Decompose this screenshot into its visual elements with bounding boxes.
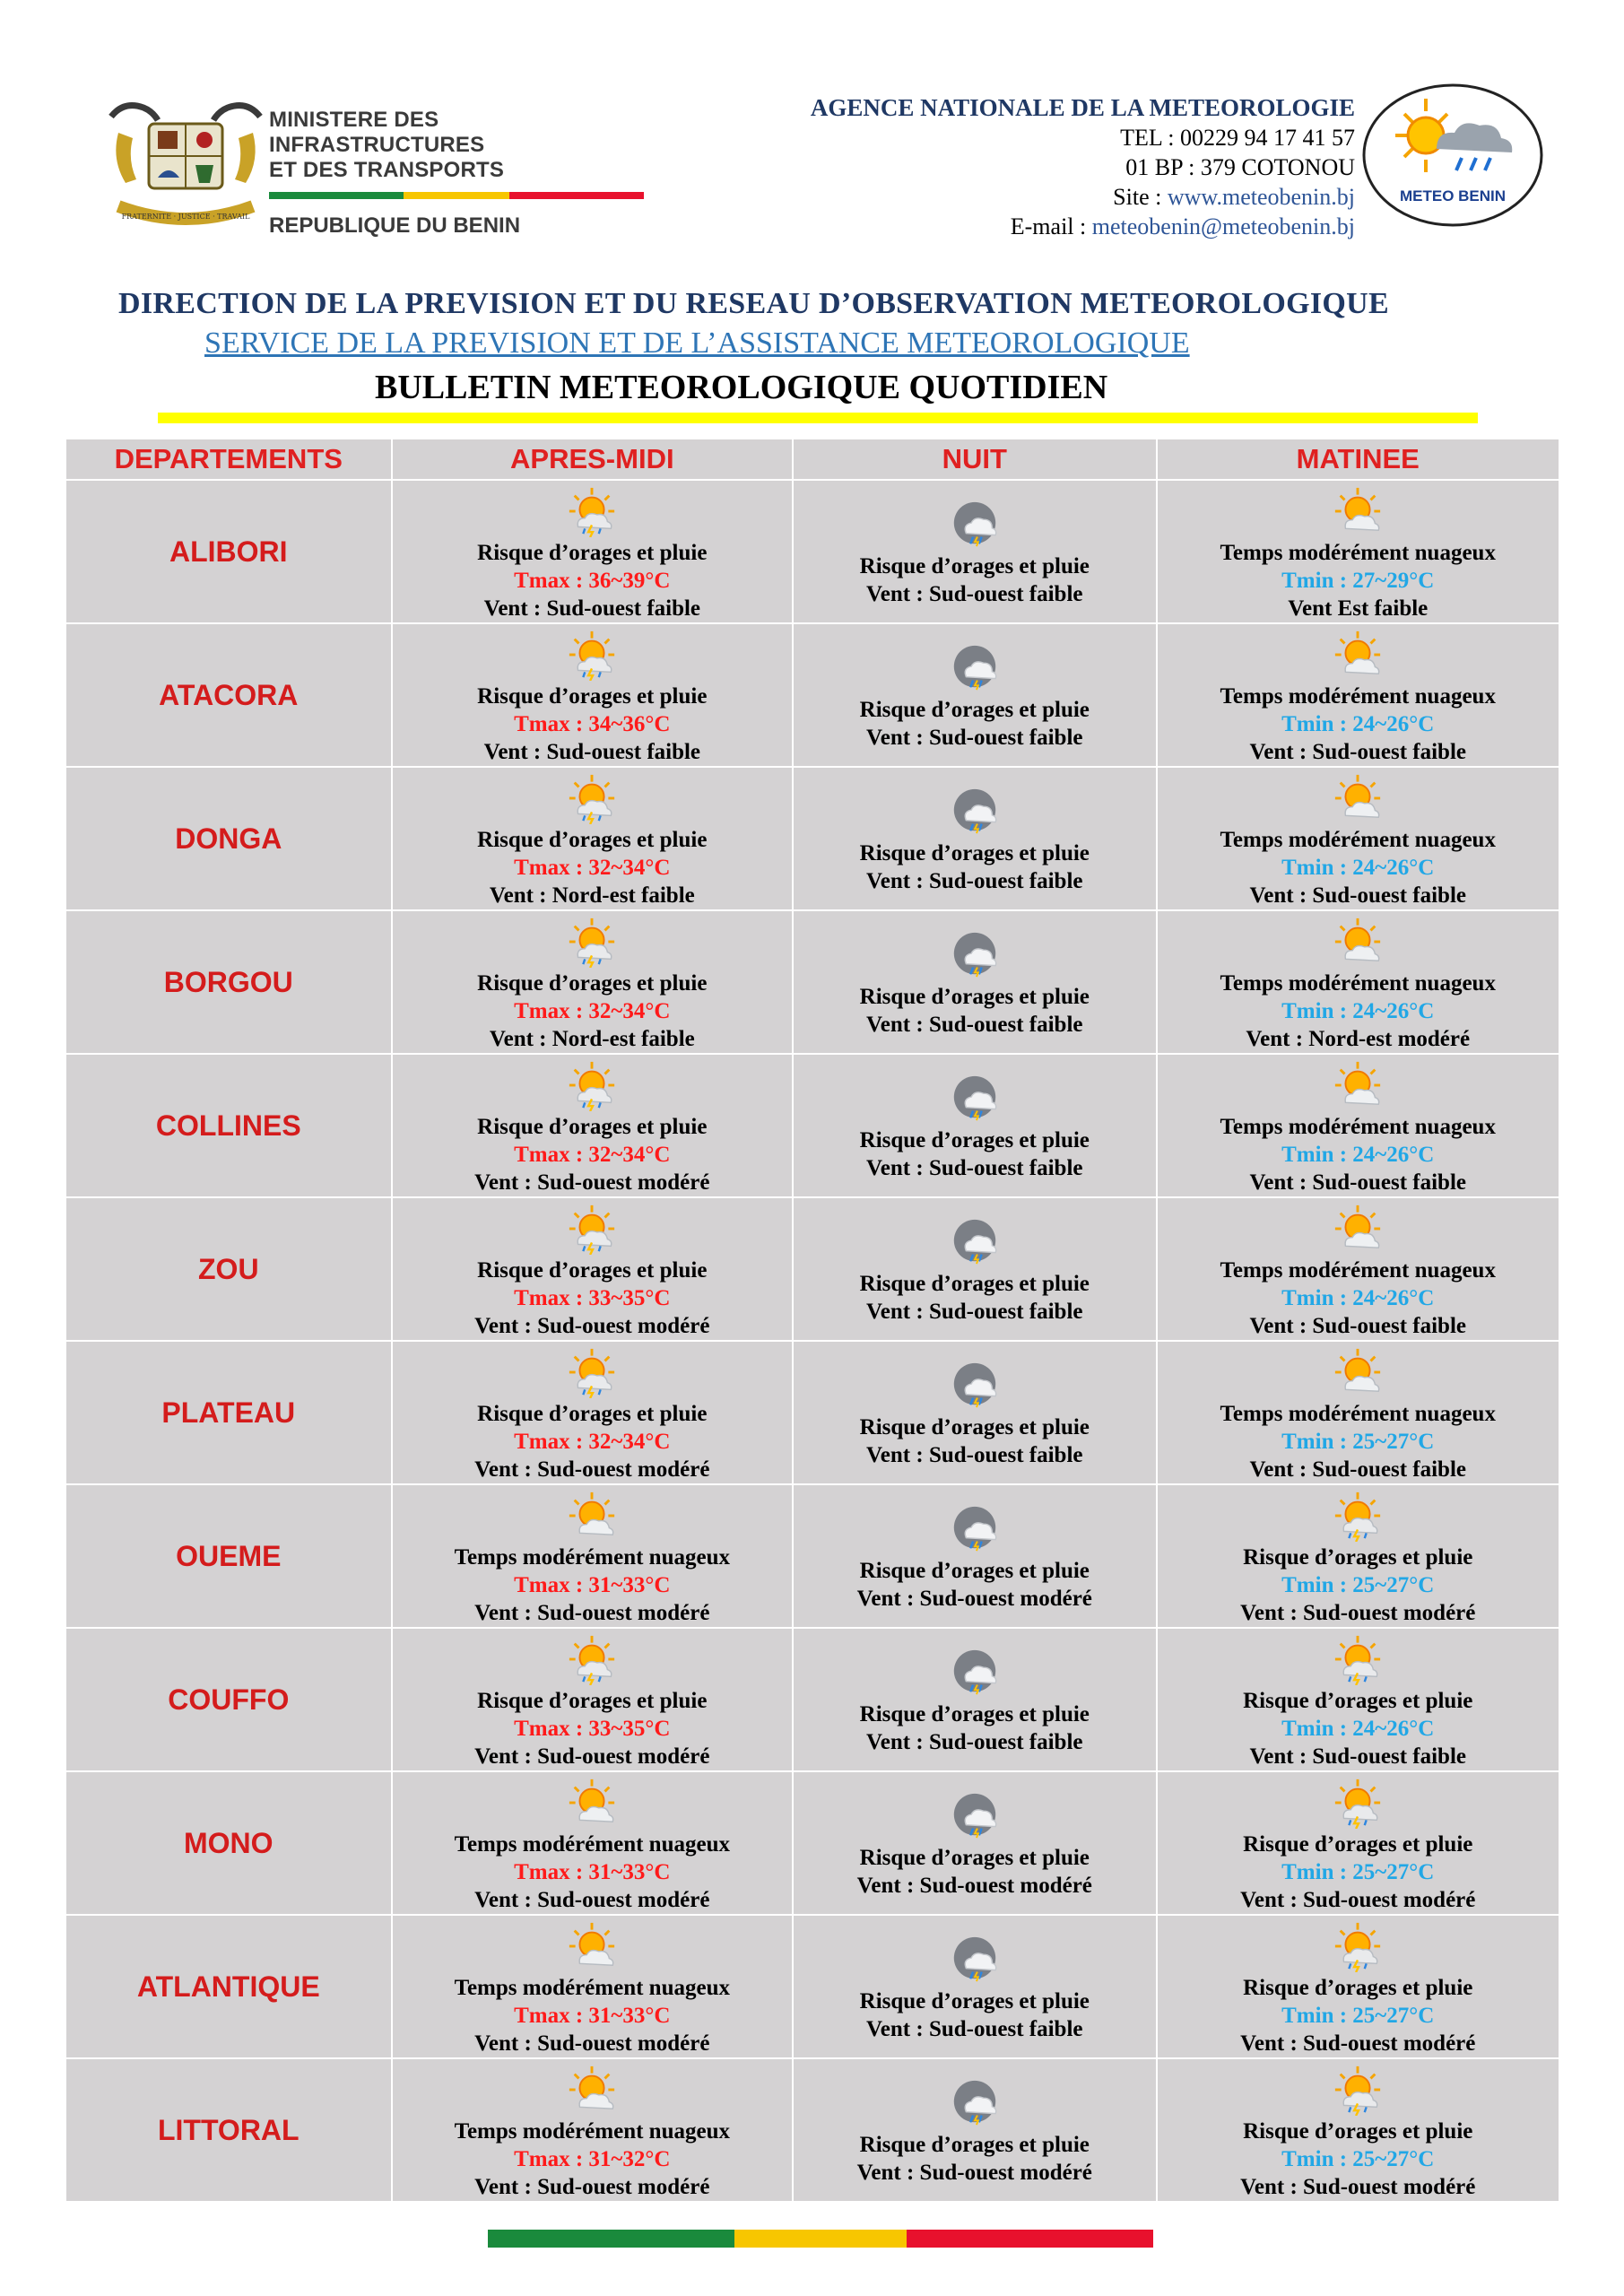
afternoon-condition: Risque d’orages et pluie [477, 827, 708, 852]
sun-cloud-storm-icon [566, 629, 618, 681]
night-condition: Risque d’orages et pluie [859, 1415, 1090, 1439]
morning-wind: Vent : Sud-ouest faible [1249, 1170, 1466, 1195]
morning-wind: Vent : Sud-ouest modéré [1240, 2174, 1476, 2199]
header-matinee: MATINEE [1157, 439, 1560, 480]
table-row [65, 910, 1559, 1054]
afternoon-tmax: Tmax : 33~35°C [514, 1285, 671, 1310]
morning-wind: Vent : Sud-ouest faible [1249, 1313, 1466, 1338]
morning-cell [1157, 1915, 1560, 2058]
afternoon-condition: Temps modérément nuageux [454, 1544, 730, 1570]
table-row [65, 623, 1559, 767]
afternoon-cell [392, 2058, 793, 2202]
flag-stripe [269, 192, 644, 199]
afternoon-wind: Vent : Sud-ouest modéré [474, 1170, 710, 1195]
morning-wind: Vent : Sud-ouest faible [1249, 739, 1466, 764]
sun-cloud-storm-icon [566, 485, 618, 537]
morning-tmin: Tmin : 25~27°C [1281, 2003, 1435, 2028]
night-cloud-rain-icon [949, 1503, 1001, 1555]
morning-condition: Temps modérément nuageux [1220, 1114, 1496, 1139]
morning-condition: Risque d’orages et pluie [1243, 1831, 1473, 1857]
afternoon-tmax: Tmax : 32~34°C [514, 1142, 671, 1167]
afternoon-wind: Vent : Nord-est faible [489, 883, 695, 908]
afternoon-tmax: Tmax : 36~39°C [514, 568, 671, 593]
department-name: ZOU [65, 1197, 392, 1341]
afternoon-tmax: Tmax : 32~34°C [514, 1429, 671, 1454]
night-condition: Risque d’orages et pluie [859, 841, 1090, 865]
ministry-line-1: MINISTERE DES INFRASTRUCTURES [269, 108, 485, 157]
afternoon-cell [392, 1628, 793, 1771]
department-name: OUEME [65, 1484, 392, 1628]
table-row [65, 1628, 1559, 1771]
night-cloud-rain-icon [949, 1360, 1001, 1412]
morning-cell [1157, 767, 1560, 910]
afternoon-condition: Temps modérément nuageux [454, 2118, 730, 2144]
morning-wind: Vent : Sud-ouest modéré [1240, 1600, 1476, 1625]
department-name: LITTORAL [65, 2058, 392, 2202]
table-row [65, 1197, 1559, 1341]
coat-motto: FRATERNITE · JUSTICE · TRAVAIL [121, 213, 250, 221]
morning-cell [1157, 910, 1560, 1054]
afternoon-tmax: Tmax : 31~33°C [514, 1859, 671, 1884]
sun-cloud-storm-icon [1332, 1633, 1384, 1685]
night-cell [793, 623, 1156, 767]
night-cell [793, 1628, 1156, 1771]
night-cell [793, 1197, 1156, 1341]
email-label: E-mail : [1010, 213, 1092, 239]
table-row [65, 1054, 1559, 1197]
department-name: ATLANTIQUE [65, 1915, 392, 2058]
sun-cloud-storm-icon [1332, 1920, 1384, 1972]
night-condition: Risque d’orages et pluie [859, 1989, 1090, 2013]
afternoon-condition: Risque d’orages et pluie [477, 1257, 708, 1283]
table-row [65, 1915, 1559, 2058]
meteo-logo-text: METEO BENIN [1399, 187, 1507, 204]
afternoon-tmax: Tmax : 32~34°C [514, 998, 671, 1023]
night-condition: Risque d’orages et pluie [859, 1702, 1090, 1726]
afternoon-cell [392, 480, 793, 623]
forecast-table [65, 438, 1560, 2203]
sun-cloud-icon [566, 1777, 618, 1829]
afternoon-condition: Temps modérément nuageux [454, 1975, 730, 2000]
site-label: Site : [1113, 184, 1168, 210]
afternoon-tmax: Tmax : 33~35°C [514, 1716, 671, 1741]
afternoon-condition: Risque d’orages et pluie [477, 1114, 708, 1139]
department-name: COUFFO [65, 1628, 392, 1771]
footer-flag-stripe [488, 2230, 1153, 2248]
night-condition: Risque d’orages et pluie [859, 554, 1090, 578]
sun-cloud-storm-icon [566, 772, 618, 824]
afternoon-tmax: Tmax : 34~36°C [514, 711, 671, 736]
afternoon-wind: Vent : Sud-ouest modéré [474, 2031, 710, 2056]
morning-wind: Vent : Sud-ouest faible [1249, 1744, 1466, 1769]
morning-tmin: Tmin : 25~27°C [1281, 2146, 1435, 2171]
morning-tmin: Tmin : 25~27°C [1281, 1859, 1435, 1884]
night-condition: Risque d’orages et pluie [859, 698, 1090, 722]
table-row [65, 480, 1559, 623]
morning-condition: Temps modérément nuageux [1220, 1257, 1496, 1283]
night-cell [793, 1771, 1156, 1915]
morning-tmin: Tmin : 24~26°C [1281, 855, 1435, 880]
afternoon-wind: Vent : Sud-ouest modéré [474, 2174, 710, 2199]
night-cloud-rain-icon [949, 642, 1001, 694]
morning-cell [1157, 2058, 1560, 2202]
sun-cloud-icon [1332, 772, 1384, 824]
night-wind: Vent : Sud-ouest faible [866, 1300, 1083, 1324]
night-cell [793, 2058, 1156, 2202]
morning-condition: Temps modérément nuageux [1220, 683, 1496, 709]
sun-cloud-storm-icon [1332, 1777, 1384, 1829]
afternoon-wind: Vent : Sud-ouest faible [483, 596, 701, 621]
afternoon-wind: Vent : Nord-est faible [489, 1026, 695, 1051]
morning-wind: Vent Est faible [1288, 596, 1429, 621]
afternoon-cell [392, 1341, 793, 1484]
night-wind: Vent : Sud-ouest faible [866, 582, 1083, 606]
department-name: MONO [65, 1771, 392, 1915]
morning-cell [1157, 1341, 1560, 1484]
afternoon-condition: Risque d’orages et pluie [477, 683, 708, 709]
night-cloud-rain-icon [949, 1934, 1001, 1986]
night-cell [793, 1915, 1156, 2058]
morning-cell [1157, 1628, 1560, 1771]
header-departements: DEPARTEMENTS [65, 439, 392, 480]
department-name: ALIBORI [65, 480, 392, 623]
afternoon-cell [392, 623, 793, 767]
morning-condition: Temps modérément nuageux [1220, 540, 1496, 565]
morning-tmin: Tmin : 25~27°C [1281, 1429, 1435, 1454]
morning-condition: Temps modérément nuageux [1220, 827, 1496, 852]
morning-condition: Risque d’orages et pluie [1243, 1975, 1473, 2000]
afternoon-tmax: Tmax : 31~33°C [514, 2003, 671, 2028]
morning-tmin: Tmin : 25~27°C [1281, 1572, 1435, 1597]
morning-wind: Vent : Nord-est modéré [1246, 1026, 1471, 1051]
night-cloud-rain-icon [949, 1790, 1001, 1842]
night-cloud-rain-icon [949, 1647, 1001, 1699]
department-name: ATACORA [65, 623, 392, 767]
night-condition: Risque d’orages et pluie [859, 1128, 1090, 1152]
morning-cell [1157, 480, 1560, 623]
afternoon-cell [392, 1771, 793, 1915]
header-apres-midi: APRES-MIDI [392, 439, 793, 480]
sun-cloud-storm-icon [566, 916, 618, 968]
table-row [65, 2058, 1559, 2202]
afternoon-tmax: Tmax : 31~32°C [514, 2146, 671, 2171]
afternoon-condition: Risque d’orages et pluie [477, 970, 708, 996]
department-name: COLLINES [65, 1054, 392, 1197]
afternoon-cell [392, 1484, 793, 1628]
morning-wind: Vent : Sud-ouest faible [1249, 1457, 1466, 1482]
sun-cloud-storm-icon [566, 1059, 618, 1111]
morning-wind: Vent : Sud-ouest modéré [1240, 1887, 1476, 1912]
ministry-line-2: ET DES TRANSPORTS [269, 158, 505, 182]
sun-cloud-icon [1332, 485, 1384, 537]
afternoon-wind: Vent : Sud-ouest modéré [474, 1744, 710, 1769]
afternoon-cell [392, 1054, 793, 1197]
title-underline-bar [158, 413, 1478, 423]
morning-condition: Risque d’orages et pluie [1243, 1544, 1473, 1570]
table-row [65, 767, 1559, 910]
night-wind: Vent : Sud-ouest modéré [856, 2161, 1092, 2185]
ministry-block [269, 108, 646, 239]
table-header-row [65, 439, 1559, 480]
night-cloud-rain-icon [949, 1216, 1001, 1268]
header-nuit: NUIT [793, 439, 1156, 480]
afternoon-cell [392, 910, 793, 1054]
morning-condition: Temps modérément nuageux [1220, 1401, 1496, 1426]
sun-cloud-icon [566, 2064, 618, 2116]
night-wind: Vent : Sud-ouest faible [866, 869, 1083, 893]
sun-cloud-storm-icon [566, 1633, 618, 1685]
night-cell [793, 767, 1156, 910]
republic-label: REPUBLIQUE DU BENIN [269, 213, 521, 238]
afternoon-condition: Risque d’orages et pluie [477, 540, 708, 565]
department-name: BORGOU [65, 910, 392, 1054]
sun-cloud-icon [566, 1490, 618, 1542]
morning-cell [1157, 1054, 1560, 1197]
morning-wind: Vent : Sud-ouest faible [1249, 883, 1466, 908]
night-wind: Vent : Sud-ouest faible [866, 1156, 1083, 1180]
afternoon-wind: Vent : Sud-ouest modéré [474, 1887, 710, 1912]
night-wind: Vent : Sud-ouest faible [866, 1013, 1083, 1037]
afternoon-cell [392, 767, 793, 910]
morning-tmin: Tmin : 24~26°C [1281, 1716, 1435, 1741]
morning-tmin: Tmin : 24~26°C [1281, 1285, 1435, 1310]
table-row [65, 1341, 1559, 1484]
night-cell [793, 1054, 1156, 1197]
afternoon-tmax: Tmax : 31~33°C [514, 1572, 671, 1597]
direction-title: DIRECTION DE LA PREVISION ET DU RESEAU D’OBSERVATION METEOROLOGIQUE [118, 287, 1389, 320]
night-wind: Vent : Sud-ouest modéré [856, 1874, 1092, 1898]
afternoon-condition: Risque d’orages et pluie [477, 1401, 708, 1426]
sun-cloud-storm-icon [1332, 1490, 1384, 1542]
night-cell [793, 480, 1156, 623]
sun-cloud-icon [1332, 1203, 1384, 1255]
morning-wind: Vent : Sud-ouest modéré [1240, 2031, 1476, 2056]
night-condition: Risque d’orages et pluie [859, 985, 1090, 1009]
sun-cloud-storm-icon [566, 1203, 618, 1255]
afternoon-cell [392, 1197, 793, 1341]
night-condition: Risque d’orages et pluie [859, 1559, 1090, 1583]
sun-cloud-storm-icon [1332, 2064, 1384, 2116]
department-name: PLATEAU [65, 1341, 392, 1484]
morning-condition: Risque d’orages et pluie [1243, 2118, 1473, 2144]
night-condition: Risque d’orages et pluie [859, 1272, 1090, 1296]
afternoon-wind: Vent : Sud-ouest modéré [474, 1457, 710, 1482]
morning-tmin: Tmin : 24~26°C [1281, 998, 1435, 1023]
night-cloud-rain-icon [949, 499, 1001, 551]
morning-tmin: Tmin : 24~26°C [1281, 711, 1435, 736]
night-condition: Risque d’orages et pluie [859, 2133, 1090, 2157]
night-cloud-rain-icon [949, 929, 1001, 981]
night-condition: Risque d’orages et pluie [859, 1846, 1090, 1870]
agency-name: AGENCE NATIONALE DE LA METEOROLOGIE [810, 94, 1355, 121]
afternoon-condition: Risque d’orages et pluie [477, 1688, 708, 1713]
afternoon-wind: Vent : Sud-ouest faible [483, 739, 701, 764]
afternoon-wind: Vent : Sud-ouest modéré [474, 1600, 710, 1625]
sun-cloud-icon [1332, 629, 1384, 681]
afternoon-cell [392, 1915, 793, 2058]
sun-cloud-icon [566, 1920, 618, 1972]
email-link[interactable]: meteobenin@meteobenin.bj [1091, 213, 1355, 239]
morning-condition: Risque d’orages et pluie [1243, 1688, 1473, 1713]
sun-cloud-icon [1332, 916, 1384, 968]
agency-contact [811, 93, 1355, 241]
site-link[interactable]: www.meteobenin.bj [1167, 184, 1355, 210]
night-cell [793, 1484, 1156, 1628]
morning-tmin: Tmin : 24~26°C [1281, 1142, 1435, 1167]
morning-cell [1157, 1197, 1560, 1341]
agency-bp: 01 BP : 379 COTONOU [1125, 154, 1355, 180]
bulletin-title: BULLETIN METEOROLOGIQUE QUOTIDIEN [375, 369, 1108, 406]
afternoon-tmax: Tmax : 32~34°C [514, 855, 671, 880]
night-cloud-rain-icon [949, 2077, 1001, 2129]
sun-cloud-icon [1332, 1346, 1384, 1398]
morning-cell [1157, 1484, 1560, 1628]
department-name: DONGA [65, 767, 392, 910]
sun-cloud-icon [1332, 1059, 1384, 1111]
afternoon-condition: Temps modérément nuageux [454, 1831, 730, 1857]
meteo-benin-logo [1361, 83, 1544, 228]
night-wind: Vent : Sud-ouest faible [866, 726, 1083, 750]
afternoon-wind: Vent : Sud-ouest modéré [474, 1313, 710, 1338]
morning-tmin: Tmin : 27~29°C [1281, 568, 1435, 593]
night-wind: Vent : Sud-ouest modéré [856, 1587, 1092, 1611]
sun-cloud-storm-icon [566, 1346, 618, 1398]
table-row [65, 1484, 1559, 1628]
morning-cell [1157, 1771, 1560, 1915]
night-wind: Vent : Sud-ouest faible [866, 1443, 1083, 1467]
night-cloud-rain-icon [949, 786, 1001, 838]
night-wind: Vent : Sud-ouest faible [866, 1730, 1083, 1754]
service-title: SERVICE DE LA PREVISION ET DE L’ASSISTANCE METEOROLOGIQUE [204, 326, 1190, 360]
agency-tel: TEL : 00229 94 17 41 57 [1120, 125, 1355, 151]
night-cell [793, 910, 1156, 1054]
night-cell [793, 1341, 1156, 1484]
coat-of-arms-logo [106, 97, 265, 231]
night-cloud-rain-icon [949, 1073, 1001, 1125]
morning-condition: Temps modérément nuageux [1220, 970, 1496, 996]
night-wind: Vent : Sud-ouest faible [866, 2017, 1083, 2041]
morning-cell [1157, 623, 1560, 767]
table-row [65, 1771, 1559, 1915]
